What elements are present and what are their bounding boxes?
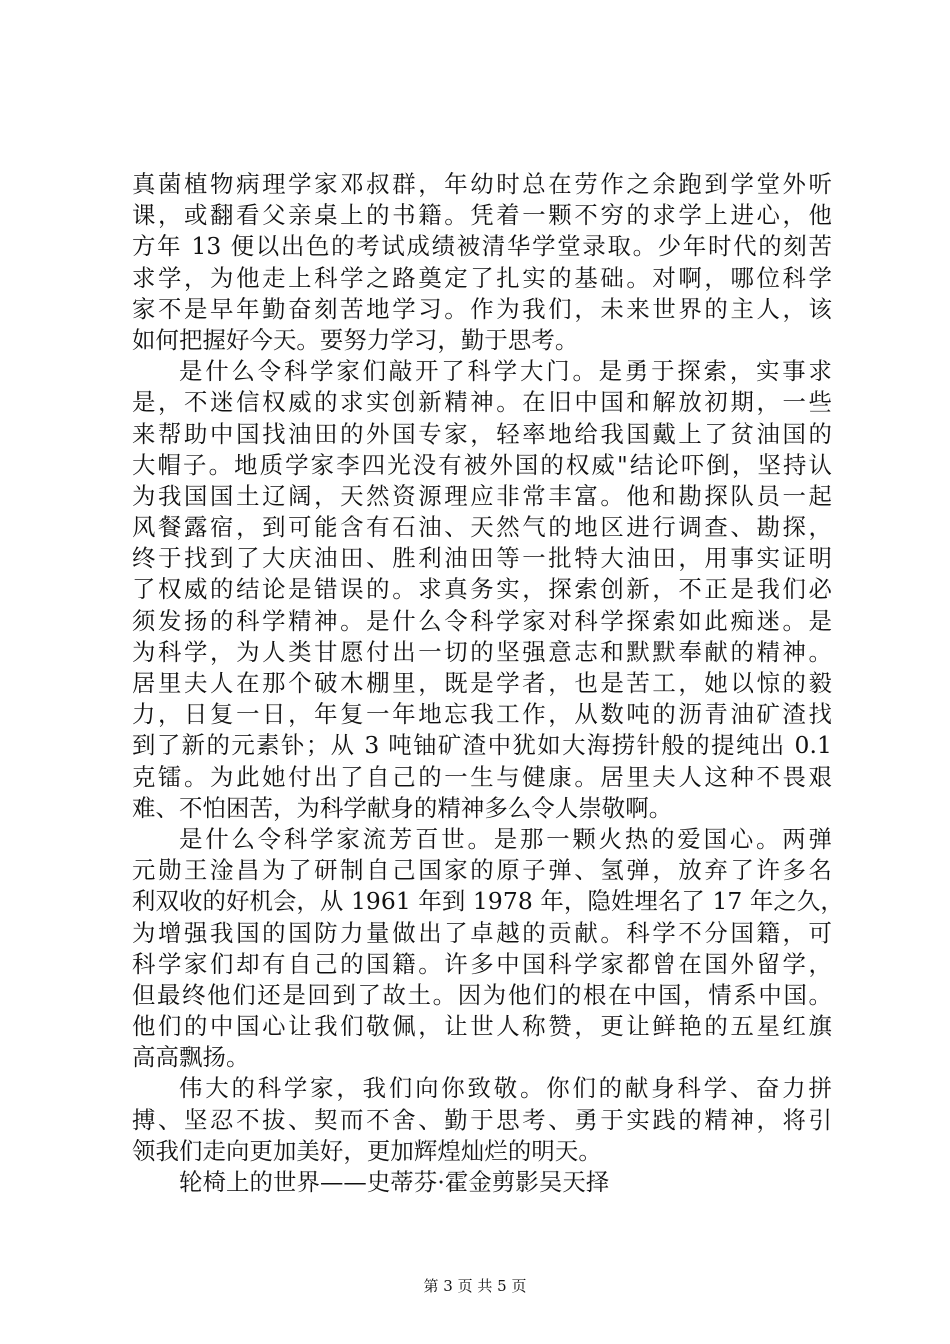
text-line: 为科学，为人类甘愿付出一切的坚强意志和默默奉献的精神。: [132, 637, 832, 666]
document-body: [132, 169, 844, 1198]
text-line: 真菌植物病理学家邓叔群，年幼时总在劳作之余跑到学堂外听: [132, 170, 832, 198]
text-line: 风餐露宿，到可能含有石油、天然气的地区进行调查、勘探，: [132, 513, 832, 542]
text-line: 终于找到了大庆油田、胜利油田等一批特大油田，用事实证明: [132, 544, 832, 573]
text-line: 大帽子。地质学家李四光没有被外国的权威"结论吓倒，坚持认: [132, 450, 832, 479]
text-line: 搏、坚忍不拔、契而不舍、勤于思考、勇于实践的精神，将引: [132, 1105, 832, 1134]
text-line: 求学，为他走上科学之路奠定了扎实的基础。对啊，哪位科学: [132, 263, 832, 292]
text-line: 到了新的元素钋；从 3 吨铀矿渣中犹如大海捞针般的提纯出 0.1: [132, 731, 832, 760]
text-line: 高高飘扬。: [132, 1043, 250, 1072]
text-line: 来帮助中国找油田的外国专家，轻率地给我国戴上了贫油国的: [132, 419, 832, 448]
paragraph-first-line: 是什么令科学家们敲开了科学大门。是勇于探索，实事求: [179, 357, 832, 386]
paragraph-first-line: 伟大的科学家，我们向你致敬。你们的献身科学、奋力拼: [179, 1074, 832, 1103]
text-line: 了权威的结论是错误的。求真务实，探索创新，不正是我们必: [132, 575, 832, 604]
text-line: 为增强我国的国防力量做出了卓越的贡献。科学不分国籍，可: [132, 918, 832, 947]
text-line: 领我们走向更加美好，更加辉煌灿烂的明天。: [132, 1136, 602, 1165]
text-line: 利双收的好机会，从 1961 年到 1978 年，隐姓埋名了 17 年之久，: [132, 887, 844, 916]
article-title-line: 轮椅上的世界——史蒂芬·霍金剪影吴天择: [179, 1168, 610, 1196]
text-line: 家不是早年勤奋刻苦地学习。作为我们，未来世界的主人，该: [132, 294, 832, 323]
text-line: 如何把握好今天。要努力学习，勤于思考。: [132, 325, 579, 354]
text-line: 力，日复一日，年复一年地忘我工作，从数吨的沥青油矿渣找: [132, 700, 832, 729]
text-line: 方年 13 便以出色的考试成绩被清华学堂录取。少年时代的刻苦: [132, 232, 832, 261]
text-line: 但最终他们还是回到了故土。因为他们的根在中国，情系中国。: [132, 980, 832, 1009]
text-line: 难、不怕困苦，为科学献身的精神多么令人崇敬啊。: [132, 793, 673, 822]
text-line: 是，不迷信权威的求实创新精神。在旧中国和解放初期，一些: [132, 388, 832, 417]
text-line: 居里夫人在那个破木棚里，既是学者，也是苦工，她以惊的毅: [132, 669, 832, 697]
text-line: 为我国国土辽阔，天然资源理应非常丰富。他和勘探队员一起: [132, 481, 832, 510]
text-line: 课，或翻看父亲桌上的书籍。凭着一颗不穷的求学上进心，他: [132, 201, 832, 230]
text-line: 元勋王淦昌为了研制自己国家的原子弹、氢弹，放弃了许多名: [132, 856, 832, 885]
text-line: 他们的中国心让我们敬佩，让世人称赞，更让鲜艳的五星红旗: [132, 1012, 832, 1041]
page-number-footer: 第 3 页 共 5 页: [423, 1277, 527, 1295]
text-line: 克镭。为此她付出了自己的一生与健康。居里夫人这种不畏艰: [132, 762, 832, 791]
paragraph-first-line: 是什么令科学家流芳百世。是那一颗火热的爱国心。两弹: [179, 824, 832, 853]
text-line: 须发扬的科学精神。是什么令科学家对科学探索如此痴迷。是: [132, 606, 832, 635]
text-line: 科学家们却有自己的国籍。许多中国科学家都曾在国外留学，: [132, 949, 832, 978]
